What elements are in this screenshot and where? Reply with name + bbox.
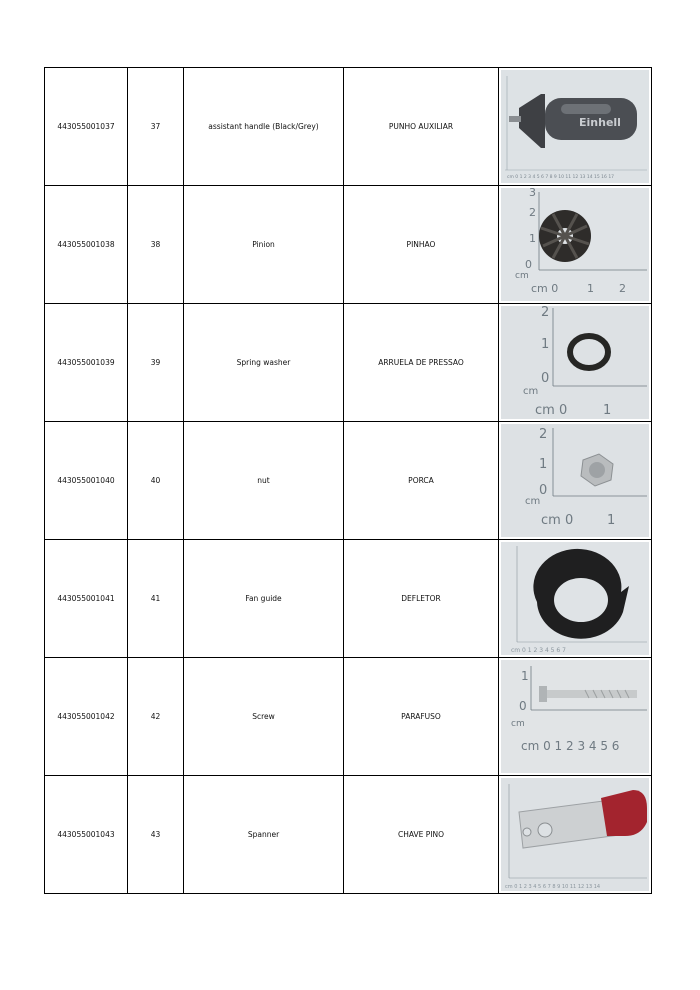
part-photo-cell bbox=[499, 186, 652, 304]
svg-text:2: 2 bbox=[539, 427, 548, 442]
part-number: 443055001040 bbox=[45, 422, 128, 540]
position-number: 38 bbox=[128, 186, 184, 304]
svg-text:1: 1 bbox=[587, 282, 594, 295]
part-photo-cell bbox=[499, 304, 652, 422]
svg-text:cm 0 1 2 3 4: cm 0 1 2 3 4 5 6 7 bbox=[511, 647, 566, 654]
part-photo-cell bbox=[499, 658, 652, 776]
svg-text:2: 2 bbox=[541, 306, 550, 320]
svg-text:2: 2 bbox=[529, 206, 536, 219]
assistant-handle-photo bbox=[501, 70, 649, 183]
svg-text:1: 1 bbox=[607, 513, 616, 528]
svg-text:0: 0 bbox=[519, 699, 527, 713]
svg-text:0: 0 bbox=[539, 483, 548, 498]
description-en: nut bbox=[184, 422, 344, 540]
position-number: 40 bbox=[128, 422, 184, 540]
table-row bbox=[45, 68, 652, 186]
part-photo-cell bbox=[499, 68, 652, 186]
svg-text:0: 0 bbox=[525, 258, 532, 271]
svg-text:1: 1 bbox=[529, 232, 536, 245]
description-pt: PORCA bbox=[344, 422, 499, 540]
svg-text:1: 1 bbox=[521, 669, 529, 683]
svg-text:cm 0: cm 0 bbox=[531, 282, 559, 295]
svg-text:cm 0 1 2 3 4 5 6: cm 0 1 2 3 4 5 6 bbox=[521, 739, 620, 753]
table-row bbox=[45, 186, 652, 304]
fan-guide-photo bbox=[501, 542, 649, 655]
brand-mark: Einhell bbox=[579, 116, 621, 129]
position-number: 43 bbox=[128, 776, 184, 894]
part-photo-cell bbox=[499, 422, 652, 540]
table-row bbox=[45, 422, 652, 540]
part-number: 443055001037 bbox=[45, 68, 128, 186]
description-en: Fan guide bbox=[184, 540, 344, 658]
part-number: 443055001041 bbox=[45, 540, 128, 658]
spring-washer-photo bbox=[501, 306, 649, 419]
description-pt: ARRUELA DE PRESSAO bbox=[344, 304, 499, 422]
part-number: 443055001038 bbox=[45, 186, 128, 304]
position-number: 37 bbox=[128, 68, 184, 186]
spanner-photo bbox=[501, 778, 649, 891]
position-number: 39 bbox=[128, 304, 184, 422]
svg-text:0: 0 bbox=[541, 371, 550, 386]
nut-photo bbox=[501, 424, 649, 537]
part-photo-cell bbox=[499, 540, 652, 658]
description-en: Screw bbox=[184, 658, 344, 776]
description-pt: CHAVE PINO bbox=[344, 776, 499, 894]
svg-text:1: 1 bbox=[541, 337, 550, 352]
svg-text:cm: cm bbox=[523, 386, 539, 397]
svg-text:cm: cm bbox=[515, 271, 529, 281]
table-row bbox=[45, 304, 652, 422]
table-row bbox=[45, 776, 652, 894]
part-number: 443055001042 bbox=[45, 658, 128, 776]
description-en: assistant handle (Black/Grey) bbox=[184, 68, 344, 186]
table-row bbox=[45, 540, 652, 658]
position-number: 41 bbox=[128, 540, 184, 658]
svg-text:cm 0 1 2 3 4 5 6 7 8: cm 0 1 2 3 4 5 6 7 8 9 10 11 12 13 14 bbox=[505, 884, 601, 890]
pinion-photo bbox=[501, 188, 649, 301]
description-en: Pinion bbox=[184, 186, 344, 304]
description-pt: PARAFUSO bbox=[344, 658, 499, 776]
part-number: 443055001043 bbox=[45, 776, 128, 894]
part-photo-cell bbox=[499, 776, 652, 894]
description-en: Spring washer bbox=[184, 304, 344, 422]
description-pt: PINHAO bbox=[344, 186, 499, 304]
parts-table bbox=[44, 67, 652, 894]
svg-text:1: 1 bbox=[539, 457, 548, 472]
svg-text:3: 3 bbox=[529, 188, 536, 199]
part-number: 443055001039 bbox=[45, 304, 128, 422]
screw-photo bbox=[501, 660, 649, 773]
svg-text:1: 1 bbox=[603, 403, 612, 418]
description-pt: PUNHO AUXILIAR bbox=[344, 68, 499, 186]
description-pt: DEFLETOR bbox=[344, 540, 499, 658]
svg-text:cm: cm bbox=[511, 719, 525, 729]
description-en: Spanner bbox=[184, 776, 344, 894]
table-row bbox=[45, 658, 652, 776]
svg-text:cm 0: cm 0 bbox=[541, 513, 574, 528]
position-number: 42 bbox=[128, 658, 184, 776]
svg-text:cm 0: cm 0 bbox=[535, 403, 568, 418]
svg-text:cm: cm bbox=[525, 496, 541, 507]
ruler-labels-x: cm 0 1 2 3 4 5 6 7 8 9 10 11 12 13 14 15 16 17 bbox=[507, 175, 615, 180]
svg-text:2: 2 bbox=[619, 282, 626, 295]
